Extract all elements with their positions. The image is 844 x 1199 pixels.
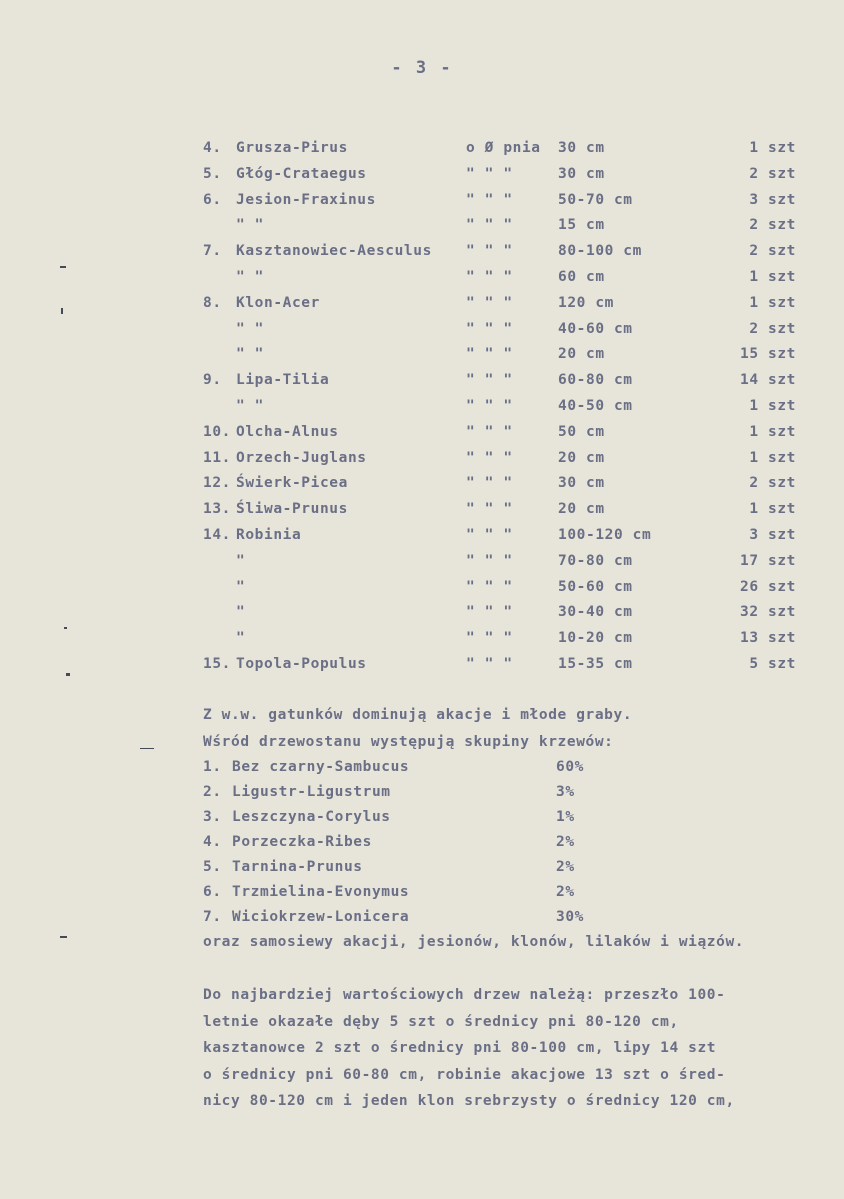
tree-row [0, 630, 844, 656]
tree-count: 5 szt [749, 656, 796, 672]
tree-row [0, 527, 844, 553]
tree-number: 15. [203, 656, 231, 672]
shrub-number: 4. [203, 834, 222, 850]
tree-measure: " " " [466, 320, 513, 337]
tree-number: 4. [203, 140, 222, 156]
tree-measure: " " " [466, 346, 513, 363]
tree-name: Topola-Populus [236, 656, 367, 672]
tree-measure: " " " [466, 423, 513, 440]
shrub-number: 1. [203, 759, 222, 775]
tree-row [0, 604, 844, 630]
tree-diameter: 80-100 cm [558, 243, 642, 260]
closing-line: letnie okazałe dęby 5 szt o średnicy pni 80-120 cm, [203, 1013, 679, 1030]
tree-measure: " " " [466, 449, 513, 466]
closing-line: kasztanowce 2 szt o średnicy pni 80-100 cm, lipy 14 szt [203, 1040, 717, 1056]
tree-row [0, 656, 844, 682]
margin-mark [66, 673, 70, 676]
shrub-percent: 30% [556, 909, 584, 925]
margin-mark [60, 266, 66, 268]
tree-name: " [236, 630, 246, 647]
tree-row [0, 346, 844, 372]
shrub-name: Ligustr-Ligustrum [232, 784, 391, 800]
tree-count: 1 szt [749, 423, 796, 440]
page-number: - 3 - [391, 58, 453, 78]
tree-name: " [236, 604, 246, 621]
tree-row [0, 295, 844, 321]
tree-name: " " [236, 320, 264, 337]
shrub-name: Bez czarny-Sambucus [232, 759, 410, 775]
shrub-percent: 1% [556, 809, 575, 825]
shrub-percent: 2% [556, 859, 575, 875]
tree-name: " " [236, 398, 264, 414]
tree-name: Głóg-Crataegus [236, 165, 367, 182]
shrub-name: Trzmielina-Evonymus [232, 884, 410, 900]
tree-diameter: 15 cm [558, 217, 605, 234]
tree-measure: " " " [466, 217, 513, 234]
tree-diameter: 10-20 cm [558, 630, 633, 647]
tree-row [0, 192, 844, 218]
tree-row [0, 475, 844, 501]
closing-line: Do najbardziej wartościowych drzew należą: przeszło 100- [203, 987, 726, 1003]
tree-name: " " [236, 269, 264, 285]
tree-number: 11. [203, 449, 231, 466]
tree-count: 14 szt [740, 372, 796, 389]
tree-diameter: 70-80 cm [558, 552, 633, 569]
tree-row [0, 501, 844, 527]
tree-name: Kasztanowiec-Aesculus [236, 243, 432, 260]
tree-diameter: 30 cm [558, 165, 605, 182]
intro-line-1: Z w.w. gatunków dominują akacje i młode graby. [203, 707, 633, 723]
tree-row [0, 269, 844, 295]
tree-count: 2 szt [749, 475, 796, 492]
tree-measure: " " " [466, 372, 513, 389]
tree-measure: " " " [466, 578, 513, 595]
tree-name: " [236, 578, 246, 595]
tree-number: 13. [203, 501, 231, 518]
tree-count: 2 szt [749, 217, 796, 234]
closing-line: nicy 80-120 cm i jeden klon srebrzysty o średnicy 120 cm, [203, 1093, 735, 1109]
tree-count: 3 szt [749, 527, 796, 543]
tree-number: 6. [203, 191, 222, 208]
tree-row [0, 166, 844, 192]
tree-row [0, 424, 844, 450]
tree-number: 9. [203, 372, 222, 389]
tree-diameter: 40-50 cm [558, 398, 633, 414]
tree-measure: " " " [466, 604, 513, 621]
shrub-percent: 2% [556, 884, 575, 900]
tree-diameter: 50-60 cm [558, 578, 633, 595]
intro-line-2: Wśród drzewostanu występują skupiny krzewów: [203, 734, 614, 750]
tree-count: 1 szt [749, 501, 796, 518]
tree-row [0, 243, 844, 269]
tree-name: Świerk-Picea [236, 475, 348, 492]
tree-diameter: 50-70 cm [558, 191, 633, 208]
tree-diameter: 60 cm [558, 269, 605, 285]
margin-mark [64, 627, 67, 629]
tree-measure: " " " [466, 475, 513, 492]
tree-diameter: 100-120 cm [558, 527, 652, 543]
tree-count: 32 szt [740, 604, 796, 621]
tree-name: Olcha-Alnus [236, 423, 339, 440]
tree-number: 14. [203, 527, 231, 543]
tree-diameter: 20 cm [558, 449, 605, 466]
tree-measure: " " " [466, 552, 513, 569]
shrub-number: 7. [203, 909, 222, 925]
margin-mark [60, 936, 67, 938]
tree-diameter: 60-80 cm [558, 372, 633, 389]
tree-count: 15 szt [740, 346, 796, 363]
tree-name: Grusza-Pirus [236, 140, 348, 156]
tree-measure: " " " [466, 269, 513, 285]
tree-name: Robinia [236, 527, 302, 543]
tree-measure: " " " [466, 398, 513, 414]
tree-count: 2 szt [749, 243, 796, 260]
tree-measure: " " " [466, 165, 513, 182]
shrub-name: Wiciokrzew-Lonicera [232, 909, 410, 925]
tree-name: " " [236, 346, 264, 363]
shrubs-tail: oraz samosiewy akacji, jesionów, klonów, lilaków i wiązów. [203, 934, 745, 950]
tree-measure: " " " [466, 501, 513, 518]
tree-count: 1 szt [749, 398, 796, 414]
margin-mark [140, 748, 154, 749]
tree-name: " [236, 552, 246, 569]
tree-diameter: 30 cm [558, 140, 605, 156]
tree-count: 2 szt [749, 320, 796, 337]
shrub-percent: 60% [556, 759, 584, 775]
tree-row [0, 398, 844, 424]
tree-diameter: 50 cm [558, 423, 605, 440]
shrub-name: Porzeczka-Ribes [232, 834, 372, 850]
shrub-percent: 2% [556, 834, 575, 850]
tree-diameter: 30 cm [558, 475, 605, 492]
tree-count: 13 szt [740, 630, 796, 647]
tree-measure: " " " [466, 630, 513, 647]
tree-number: 7. [203, 243, 222, 260]
tree-diameter: 20 cm [558, 346, 605, 363]
tree-measure: " " " [466, 527, 513, 543]
tree-count: 1 szt [749, 269, 796, 285]
tree-diameter: 20 cm [558, 501, 605, 518]
tree-number: 10. [203, 423, 231, 440]
tree-row [0, 372, 844, 398]
tree-number: 12. [203, 475, 231, 492]
tree-measure: " " " [466, 294, 513, 311]
tree-row [0, 579, 844, 605]
tree-name: Klon-Acer [236, 294, 320, 311]
shrub-number: 6. [203, 884, 222, 900]
tree-count: 17 szt [740, 552, 796, 569]
tree-count: 1 szt [749, 294, 796, 311]
tree-measure: " " " [466, 191, 513, 208]
tree-row [0, 321, 844, 347]
tree-measure: o Ø pnia [466, 140, 541, 156]
tree-name: Śliwa-Prunus [236, 501, 348, 518]
tree-number: 8. [203, 294, 222, 311]
tree-count: 2 szt [749, 165, 796, 182]
tree-name: " " [236, 217, 264, 234]
tree-number: 5. [203, 165, 222, 182]
tree-measure: " " " [466, 656, 513, 672]
tree-diameter: 120 cm [558, 294, 614, 311]
tree-count: 3 szt [749, 191, 796, 208]
shrub-number: 5. [203, 859, 222, 875]
tree-count: 1 szt [749, 449, 796, 466]
tree-diameter: 15-35 cm [558, 656, 633, 672]
shrub-percent: 3% [556, 784, 575, 800]
shrub-number: 3. [203, 809, 222, 825]
tree-name: Lipa-Tilia [236, 372, 330, 389]
tree-row [0, 217, 844, 243]
shrub-name: Leszczyna-Corylus [232, 809, 391, 825]
tree-name: Orzech-Juglans [236, 449, 367, 466]
tree-name: Jesion-Fraxinus [236, 191, 376, 208]
tree-diameter: 30-40 cm [558, 604, 633, 621]
tree-row [0, 553, 844, 579]
tree-diameter: 40-60 cm [558, 320, 633, 337]
tree-measure: " " " [466, 243, 513, 260]
tree-count: 26 szt [740, 578, 796, 595]
tree-count: 1 szt [749, 140, 796, 156]
tree-row [0, 140, 844, 166]
closing-line: o średnicy pni 60-80 cm, robinie akacjowe 13 szt o śred- [203, 1066, 726, 1083]
margin-mark [61, 308, 63, 314]
shrub-name: Tarnina-Prunus [232, 859, 363, 875]
shrub-number: 2. [203, 784, 222, 800]
tree-row [0, 450, 844, 476]
